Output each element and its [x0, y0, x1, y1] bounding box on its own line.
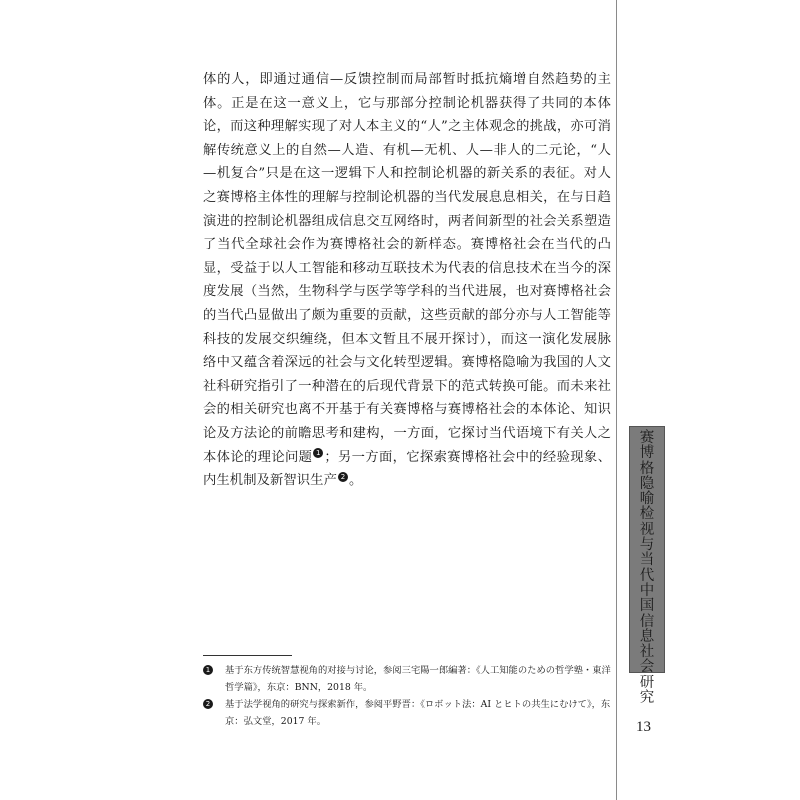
running-title-char: 博	[639, 445, 655, 462]
margin-rule	[616, 0, 617, 800]
footnote-text-2: 基于法学视角的研究与探索新作，参阅平野晋：《ロボット法：AI とヒトの共生にむけて》，东京：弘文堂，2017 年。	[225, 699, 611, 727]
footnote-divider	[203, 655, 292, 656]
paragraph-end: 。	[348, 473, 363, 489]
running-title-char: 研	[639, 674, 655, 691]
footnotes	[203, 662, 613, 730]
running-title-char: 格	[639, 460, 655, 477]
footnote-mark-1: 1	[203, 665, 213, 675]
running-title-char: 与	[639, 537, 655, 554]
footnote-mark-2: 2	[203, 699, 213, 709]
running-title-char: 信	[639, 613, 655, 630]
paragraph-text-continued: ；另一方面，它探索赛博格社会中的经验现象、内生机制及新智识生产	[203, 449, 611, 489]
running-title-char: 检	[639, 506, 655, 523]
running-title-char: 隐	[639, 475, 655, 492]
running-title-char: 社	[639, 644, 655, 661]
running-title-tab	[629, 426, 665, 707]
running-title-char: 会	[639, 659, 655, 676]
body-paragraph	[203, 68, 611, 493]
running-title-char: 中	[639, 582, 655, 599]
running-title-char: 国	[639, 598, 655, 615]
footnote-text-1: 基于东方传统智慧视角的对接与讨论，参阅三宅陽一郎編著：《人工知能のための哲学塾・東洋哲学篇》，东京：BNN，2018 年。	[225, 665, 611, 693]
footnote-ref-1[interactable]: 1	[313, 448, 323, 458]
running-title-char: 息	[639, 628, 655, 645]
footnote-1	[203, 662, 613, 696]
running-title-char: 赛	[639, 430, 655, 446]
page-number: 13	[636, 719, 651, 735]
running-title-char: 视	[639, 521, 655, 538]
footnote-2	[203, 696, 613, 730]
running-title-char: 代	[639, 567, 655, 584]
footnote-ref-2[interactable]: 2	[338, 472, 348, 482]
running-title-char: 当	[639, 552, 655, 569]
running-title-char: 究	[639, 690, 655, 707]
paragraph-text: 体的人，即通过通信—反馈控制而局部暂时抵抗熵增自然趋势的主体。正是在这一意义上，它与那部分控制论机器获得了共同的本体论，而这种理解实现了对人本主义的“人”之主体观念的挑战，亦可消解传统意义上的自然—人造、有机—无机、人—非人的二元论，“人—机复合”只是在这一逻辑下人和控制论机器的新关系的表征。对人之赛博格主体性的理解与控制论机器的当代发展息息相关，在与日趋演进的控制论机器组成信息交互网络时，两者间新型的社会关系塑造了当代全球社会作为赛博格社会的新样态。赛博格社会在当代的凸显，受益于以人工智能和移动互联技术为代表的信息技术在当今的深度发展（当然，生物科学与医学等学科的当代进展，也对赛博格社会的当代凸显做出了颇为重要的贡献，这些贡献的部分亦与人工智能等科技的发展交织缠绕，但本文暂且不展开探讨），而这一演化发展脉络中又蕴含着深远的社会与文化转型逻辑。赛博格隐喻为我国的人文社科研究指引了一种潜在的后现代背景下的范式转换可能。而未来社会的相关研究也离不开基于有关赛博格与赛博格社会的本体论、知识论及方法论的前瞻思考和建构，一方面，它探讨当代语境下有关人之本体论的理论问题	[203, 72, 611, 465]
body-text	[203, 68, 611, 493]
running-title-char: 喻	[639, 491, 655, 508]
